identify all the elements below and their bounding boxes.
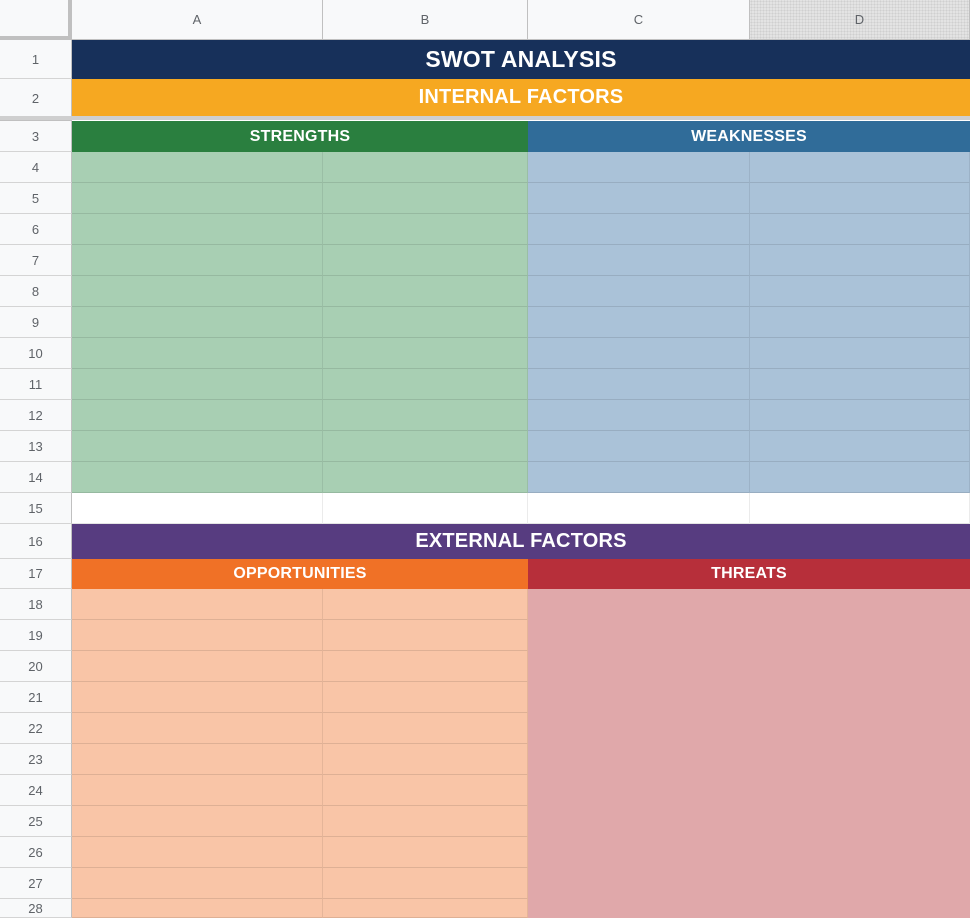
- row-header-4[interactable]: 4: [0, 152, 72, 183]
- row-header-23[interactable]: 23: [0, 744, 72, 775]
- row-header-2[interactable]: 2: [0, 79, 72, 121]
- strengths-cell[interactable]: [72, 152, 323, 183]
- weaknesses-header[interactable]: WEAKNESSES: [528, 121, 970, 152]
- internal-factors-header[interactable]: INTERNAL FACTORS: [72, 79, 970, 116]
- strengths-cell[interactable]: [323, 183, 528, 214]
- weaknesses-cell[interactable]: [750, 431, 970, 462]
- weaknesses-cell[interactable]: [750, 152, 970, 183]
- row-header-28[interactable]: 28: [0, 899, 72, 918]
- row-header-25[interactable]: 25: [0, 806, 72, 837]
- strengths-cell[interactable]: [72, 338, 323, 369]
- weaknesses-cell[interactable]: [750, 276, 970, 307]
- row-header-21[interactable]: 21: [0, 682, 72, 713]
- row-header-20[interactable]: 20: [0, 651, 72, 682]
- blank-cell[interactable]: [528, 493, 750, 524]
- opportunities-cell[interactable]: [323, 620, 528, 651]
- strengths-header[interactable]: STRENGTHS: [72, 121, 528, 152]
- strengths-cell[interactable]: [323, 431, 528, 462]
- row-header-19[interactable]: 19: [0, 620, 72, 651]
- weaknesses-cell[interactable]: [528, 245, 750, 276]
- strengths-cell[interactable]: [72, 400, 323, 431]
- opportunities-cell[interactable]: [323, 806, 528, 837]
- opportunities-cell[interactable]: [72, 651, 323, 682]
- row-header-1[interactable]: 1: [0, 40, 72, 79]
- threats-area[interactable]: [528, 589, 970, 918]
- weaknesses-cell[interactable]: [528, 183, 750, 214]
- column-header-c[interactable]: C: [528, 0, 750, 40]
- weaknesses-cell[interactable]: [528, 338, 750, 369]
- opportunities-cell[interactable]: [72, 744, 323, 775]
- weaknesses-cell[interactable]: [528, 400, 750, 431]
- opportunities-cell[interactable]: [323, 589, 528, 620]
- strengths-cell[interactable]: [72, 276, 323, 307]
- row-header-22[interactable]: 22: [0, 713, 72, 744]
- opportunities-cell[interactable]: [323, 868, 528, 899]
- row-header-18[interactable]: 18: [0, 589, 72, 620]
- opportunities-header[interactable]: OPPORTUNITIES: [72, 559, 528, 589]
- strengths-cell[interactable]: [323, 152, 528, 183]
- strengths-cell[interactable]: [323, 307, 528, 338]
- column-header-a[interactable]: A: [72, 0, 323, 40]
- opportunities-cell[interactable]: [72, 682, 323, 713]
- row-header-15[interactable]: 15: [0, 493, 72, 524]
- strengths-cell[interactable]: [72, 183, 323, 214]
- blank-cell[interactable]: [72, 493, 323, 524]
- weaknesses-cell[interactable]: [528, 307, 750, 338]
- row-header-7[interactable]: 7: [0, 245, 72, 276]
- opportunities-cell[interactable]: [72, 837, 323, 868]
- weaknesses-cell[interactable]: [750, 307, 970, 338]
- blank-cell[interactable]: [323, 493, 528, 524]
- opportunities-cell[interactable]: [72, 868, 323, 899]
- opportunities-cell[interactable]: [72, 589, 323, 620]
- weaknesses-cell[interactable]: [750, 214, 970, 245]
- opportunities-cell[interactable]: [323, 682, 528, 713]
- opportunities-cell[interactable]: [323, 837, 528, 868]
- row-header-14[interactable]: 14: [0, 462, 72, 493]
- row-header-27[interactable]: 27: [0, 868, 72, 899]
- row-header-17[interactable]: 17: [0, 559, 72, 589]
- opportunities-cell[interactable]: [323, 651, 528, 682]
- opportunities-cell[interactable]: [323, 899, 528, 918]
- strengths-cell[interactable]: [72, 307, 323, 338]
- weaknesses-cell[interactable]: [528, 276, 750, 307]
- weaknesses-cell[interactable]: [528, 369, 750, 400]
- column-header-b[interactable]: B: [323, 0, 528, 40]
- row-header-3[interactable]: 3: [0, 121, 72, 152]
- opportunities-cell[interactable]: [323, 744, 528, 775]
- opportunities-cell[interactable]: [72, 713, 323, 744]
- row-header-24[interactable]: 24: [0, 775, 72, 806]
- row-header-5[interactable]: 5: [0, 183, 72, 214]
- column-header-d[interactable]: D: [750, 0, 970, 40]
- row-header-6[interactable]: 6: [0, 214, 72, 245]
- strengths-cell[interactable]: [323, 276, 528, 307]
- row-header-8[interactable]: 8: [0, 276, 72, 307]
- strengths-cell[interactable]: [323, 369, 528, 400]
- external-factors-header[interactable]: EXTERNAL FACTORS: [72, 524, 970, 559]
- strengths-cell[interactable]: [72, 369, 323, 400]
- strengths-cell[interactable]: [72, 462, 323, 493]
- strengths-cell[interactable]: [72, 245, 323, 276]
- swot-title[interactable]: SWOT ANALYSIS: [72, 40, 970, 79]
- strengths-cell[interactable]: [72, 214, 323, 245]
- weaknesses-cell[interactable]: [528, 431, 750, 462]
- opportunities-cell[interactable]: [72, 775, 323, 806]
- row-header-9[interactable]: 9: [0, 307, 72, 338]
- row-header-11[interactable]: 11: [0, 369, 72, 400]
- strengths-cell[interactable]: [323, 462, 528, 493]
- threats-header[interactable]: THREATS: [528, 559, 970, 589]
- strengths-cell[interactable]: [323, 338, 528, 369]
- weaknesses-cell[interactable]: [528, 152, 750, 183]
- blank-cell[interactable]: [750, 493, 970, 524]
- opportunities-cell[interactable]: [72, 620, 323, 651]
- weaknesses-cell[interactable]: [750, 369, 970, 400]
- select-all-corner[interactable]: [0, 0, 72, 40]
- weaknesses-cell[interactable]: [750, 245, 970, 276]
- weaknesses-cell[interactable]: [528, 462, 750, 493]
- strengths-cell[interactable]: [72, 431, 323, 462]
- row-header-10[interactable]: 10: [0, 338, 72, 369]
- weaknesses-cell[interactable]: [750, 400, 970, 431]
- opportunities-cell[interactable]: [72, 899, 323, 918]
- opportunities-cell[interactable]: [72, 806, 323, 837]
- strengths-cell[interactable]: [323, 245, 528, 276]
- strengths-cell[interactable]: [323, 214, 528, 245]
- weaknesses-cell[interactable]: [750, 338, 970, 369]
- row-header-26[interactable]: 26: [0, 837, 72, 868]
- weaknesses-cell[interactable]: [750, 462, 970, 493]
- weaknesses-cell[interactable]: [528, 214, 750, 245]
- row-header-16[interactable]: 16: [0, 524, 72, 559]
- opportunities-cell[interactable]: [323, 713, 528, 744]
- strengths-cell[interactable]: [323, 400, 528, 431]
- freeze-divider[interactable]: [0, 116, 970, 120]
- opportunities-cell[interactable]: [323, 775, 528, 806]
- weaknesses-cell[interactable]: [750, 183, 970, 214]
- row-header-12[interactable]: 12: [0, 400, 72, 431]
- row-header-13[interactable]: 13: [0, 431, 72, 462]
